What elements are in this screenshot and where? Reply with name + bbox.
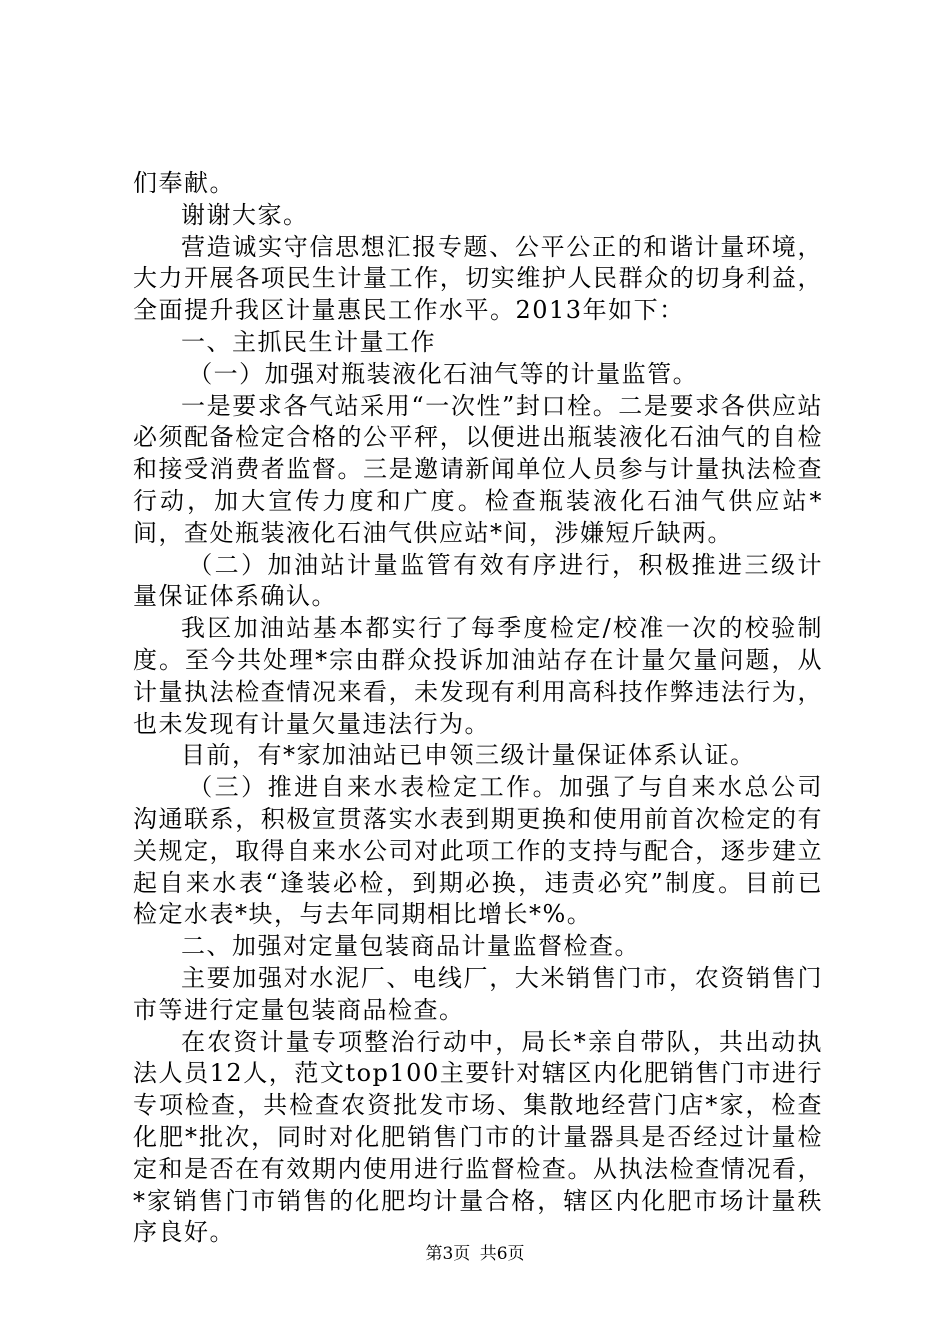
- paragraph: 一是要求各气站采用“一次性”封口栓。二是要求各供应站必须配备检定合格的公平秤，以便进出瓶装液化石油气的自检和接受消费者监督。三是邀请新闻单位人员参与计量执法检查行动，加大宣传力度和广度。检查瓶装液化石油气供应站*间，查处瓶装液化石油气供应站*间，涉嫌短斤缺两。: [133, 391, 823, 547]
- page-footer: [0, 1244, 950, 1264]
- paragraph: 谢谢大家。: [181, 200, 309, 229]
- paragraph: 主要加强对水泥厂、电线厂，大米销售门市，农资销售门市等进行定量包装商品检查。: [133, 963, 823, 1024]
- section-heading: 二、加强对定量包装商品计量监督检查。: [181, 932, 640, 961]
- subsection-heading: （三）推进自来水表检定工作。加强了与自来水总公司沟通联系，积极宣贯落实水表到期更换和使用前首次检定的有关规定，取得自来水公司对此项工作的支持与配合，逐步建立起自来水表“逢装必检，到期必换，违责必究”制度。目前已检定水表*块，与去年同期相比增长*%。: [133, 773, 823, 929]
- page-total: 共6页: [479, 1244, 525, 1264]
- paragraph: 目前，有*家加油站已申领三级计量保证体系认证。: [181, 741, 756, 770]
- document-body: [133, 168, 823, 1249]
- section-heading: 一、主抓民生计量工作: [181, 327, 436, 356]
- paragraph: 我区加油站基本都实行了每季度检定/校准一次的校验制度。至今共处理*宗由群众投诉加油站存在计量欠量问题，从计量执法检查情况来看，未发现有利用高科技作弊违法行为，也未发现有计量欠量违法行为。: [133, 614, 823, 738]
- paragraph: 在农资计量专项整治行动中，局长*亲自带队，共出动执法人员12人，范文top100主要针对辖区内化肥销售门市进行专项检查，共检查农资批发市场、集散地经营门店*家，检查化肥*批次，同时对化肥销售门市的计量器具是否经过计量检定和是否在有效期内使用进行监督检查。从执法检查情况看，*家销售门市销售的化肥均计量合格，辖区内化肥市场计量秩序良好。: [133, 1027, 823, 1247]
- subsection-heading: （二）加油站计量监管有效有序进行，积极推进三级计量保证体系确认。: [133, 550, 823, 611]
- paragraph: 营造诚实守信思想汇报专题、公平公正的和谐计量环境，大力开展各项民生计量工作，切实维护人民群众的切身利益，全面提升我区计量惠民工作水平。2013年如下：: [133, 232, 823, 325]
- page-number: 第3页: [425, 1244, 471, 1264]
- paragraph: 们奉献。: [133, 169, 235, 197]
- subsection-heading: （一）加强对瓶装液化石油气等的计量监管。: [188, 359, 699, 388]
